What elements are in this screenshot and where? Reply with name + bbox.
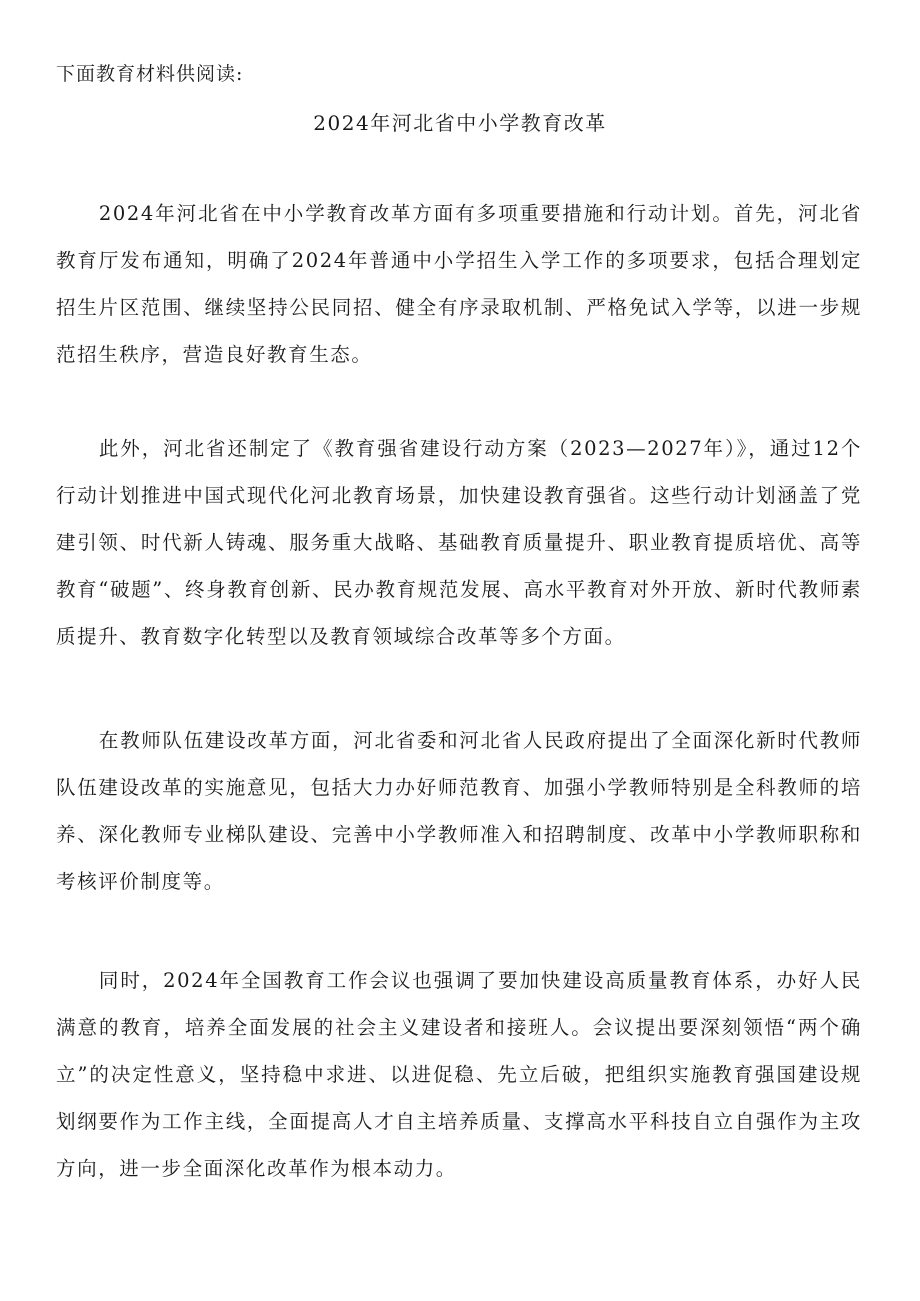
paragraph-action-plan: 此外，河北省还制定了《教育强省建设行动方案（2023—2027年）》，通过12个行动计划推进中国式现代化河北教育场景，加快建设教育强省。这些行动计划涵盖了党建引领、时代新人铸魂、服务重大战略、基础教育质量提升、职业教育提质培优、高等教育“破题”、终身教育创新、民办教育规范发展、高水平教育对外开放、新时代教师素质提升、教育数字化转型以及教育领域综合改革等多个方面。 — [56, 437, 862, 648]
paragraph-teacher-reform: 在教师队伍建设改革方面，河北省委和河北省人民政府提出了全面深化新时代教师队伍建设改革的实施意见，包括大力办好师范教育、加强小学教师特别是全科教师的培养、深化教师专业梯队建设、完善中小学教师准入和招聘制度、改革中小学教师职称和考核评价制度等。 — [56, 729, 862, 893]
document-title: 2024年河北省中小学教育改革 — [313, 111, 607, 135]
paragraph-admissions: 2024年河北省在中小学教育改革方面有多项重要措施和行动计划。首先，河北省教育厅发布通知，明确了2024年普通中小学招生入学工作的多项要求，包括合理划定招生片区范围、继续坚持公民同招、健全有序录取机制、严格免试入学等，以进一步规范招生秩序，营造良好教育生态。 — [56, 202, 862, 366]
paragraph-national-conference: 同时，2024年全国教育工作会议也强调了要加快建设高质量教育体系，办好人民满意的教育，培养全面发展的社会主义建设者和接班人。会议提出要深刻领悟“两个确立”的决定性意义，坚持稳中求进、以进促稳、先立后破，把组织实施教育强国建设规划纲要作为工作主线，全面提高人才自主培养质量、支撑高水平科技自立自强作为主攻方向，进一步全面深化改革作为根本动力。 — [56, 969, 862, 1180]
intro-text: 下面教育材料供阅读: — [56, 63, 244, 85]
